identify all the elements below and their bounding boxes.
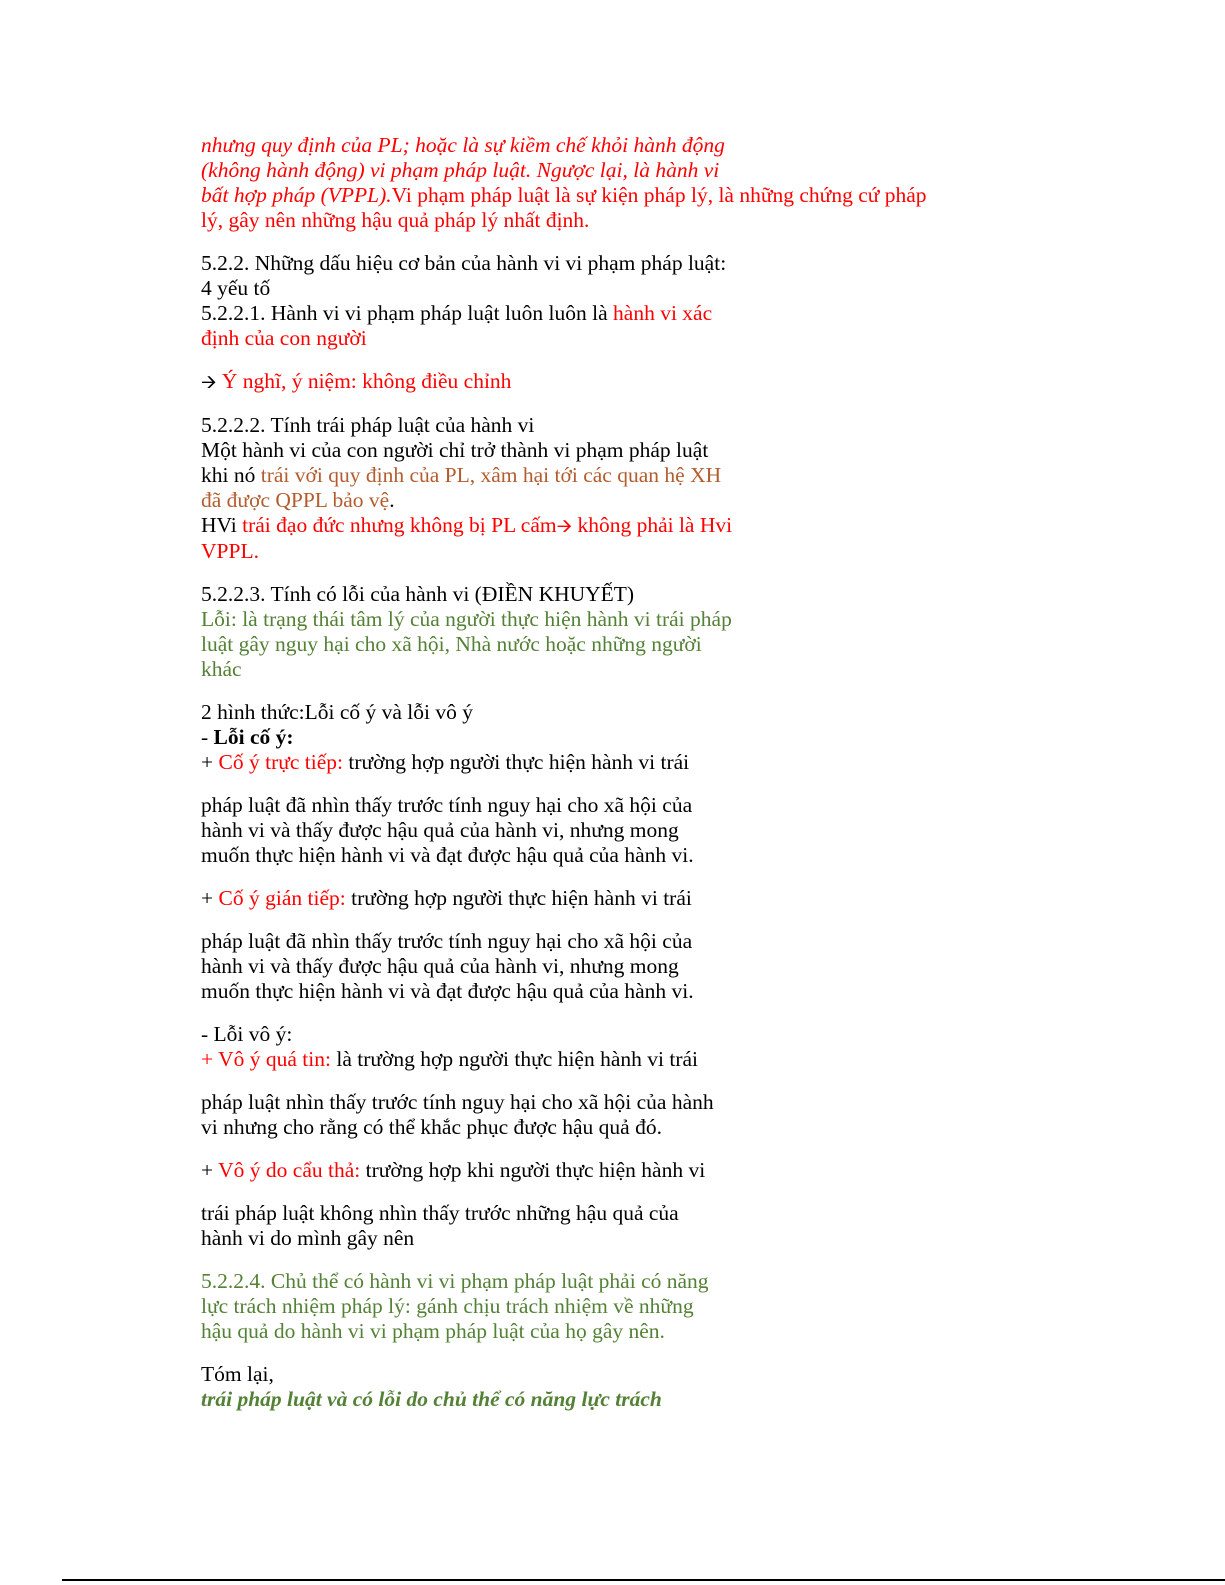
section-5-2-2-3-heading: 5.2.2.3. Tính có lỗi của hành vi (ĐIỀN KHUYẾT) bbox=[201, 582, 635, 606]
overconfidence-line bbox=[201, 1047, 991, 1072]
fault-definition-line-1: Lỗi: là trạng thái tâm lý của người thực hiện hành vi trái pháp bbox=[201, 607, 732, 631]
overconfidence-paragraph bbox=[201, 1090, 991, 1140]
indirect-intent-line-2: hành vi và thấy được hậu quả của hành vi, nhưng mong bbox=[201, 954, 679, 978]
indirect-intent-label: Cố ý gián tiếp: bbox=[218, 886, 346, 910]
section-5-2-2-1-line-1 bbox=[201, 301, 991, 326]
section-5-2-2-heading: 5.2.2. Những dấu hiệu cơ bản của hành vi vi phạm pháp luật: bbox=[201, 251, 727, 275]
right-arrow-icon: 🡪 bbox=[556, 515, 573, 537]
indirect-intent-line bbox=[201, 886, 991, 911]
careless-fault-label: - Lỗi vô ý: bbox=[201, 1022, 293, 1046]
overconfidence-rest: là trường hợp người thực hiện hành vi trái bbox=[330, 1047, 698, 1071]
section-5-2-2-2-line-2 bbox=[201, 463, 991, 488]
intro-line-3-rest: Vi phạm pháp luật là sự kiện pháp lý, là những chứng cứ pháp bbox=[391, 183, 927, 207]
direct-intent-label: Cố ý trực tiếp: bbox=[218, 750, 344, 774]
section-5-2-2-4-line-1: 5.2.2.4. Chủ thể có hành vi vi phạm pháp luật phải có năng bbox=[201, 1269, 709, 1293]
fault-definition-line-3: khác bbox=[201, 657, 242, 681]
intentional-fault-label bbox=[201, 725, 991, 750]
section-5-2-2-2-line-1: Một hành vi của con người chỉ trở thành vi phạm pháp luật bbox=[201, 438, 709, 462]
section-5-2-2-2-line-2-brown: trái với quy định của PL, xâm hại tới các quan hệ XH bbox=[260, 463, 722, 487]
section-5-2-2-2-heading: 5.2.2.2. Tính trái pháp luật của hành vi bbox=[201, 413, 535, 437]
fault-definition-line-2: luật gây nguy hại cho xã hội, Nhà nước hoặc những người bbox=[201, 632, 702, 656]
indirect-intent-line-1: pháp luật đã nhìn thấy trước tính nguy hại cho xã hội của bbox=[201, 929, 693, 953]
negligence-plus: + bbox=[201, 1158, 219, 1182]
section-5-2-2-2-line-3-end: . bbox=[389, 488, 395, 512]
direct-intent-plus: + bbox=[201, 750, 219, 774]
intro-line-3-italic: bất hợp pháp (VPPL). bbox=[201, 183, 392, 207]
direct-intent-rest: trường hợp người thực hiện hành vi trái bbox=[343, 750, 690, 774]
direct-intent-paragraph bbox=[201, 793, 991, 868]
indirect-intent-line-3: muốn thực hiện hành vi và đạt được hậu quả của hành vi. bbox=[201, 979, 694, 1003]
intro-line-4: lý, gây nên những hậu quả pháp lý nhất định. bbox=[201, 208, 590, 232]
section-5-2-2-2-line-4-red-2: không phải là Hvi bbox=[572, 513, 733, 537]
negligence-paragraph bbox=[201, 1201, 991, 1251]
direct-intent-line-3: muốn thực hiện hành vi và đạt được hậu quả của hành vi. bbox=[201, 843, 694, 867]
section-5-2-2 bbox=[201, 251, 991, 351]
intentional-fault-dash: - bbox=[201, 725, 214, 749]
section-5-2-2-4-line-2: lực trách nhiệm pháp lý: gánh chịu trách nhiệm về những bbox=[201, 1294, 694, 1318]
indirect-intent-plus: + bbox=[201, 886, 219, 910]
fault-forms-heading: 2 hình thức:Lỗi cố ý và lỗi vô ý bbox=[201, 700, 474, 724]
summary bbox=[201, 1362, 991, 1412]
careless-fault bbox=[201, 1022, 991, 1072]
overconfidence-line-2: vi nhưng cho rằng có thể khắc phục được hậu quả đó. bbox=[201, 1115, 662, 1139]
overconfidence-label: + Vô ý quá tin: bbox=[201, 1047, 331, 1071]
negligence-line-2: hành vi do mình gây nên bbox=[201, 1226, 415, 1250]
section-5-2-2-1-line-2: định của con người bbox=[201, 326, 367, 350]
negligence-label: Vô ý do cẩu thả: bbox=[218, 1158, 361, 1182]
section-5-2-2-1-red-1: hành vi xác bbox=[613, 301, 713, 325]
section-5-2-2-2-line-5: VPPL. bbox=[201, 539, 259, 563]
section-5-2-2-1-text: 5.2.2.1. Hành vi vi phạm pháp luật luôn luôn là bbox=[201, 301, 614, 325]
fault-forms bbox=[201, 700, 991, 775]
intro-paragraph bbox=[201, 133, 991, 233]
negligence-line bbox=[201, 1158, 991, 1183]
intro-line-2: (không hành động) vi phạm pháp luật. Ngược lại, là hành vi bbox=[201, 158, 720, 182]
page-bottom-rule bbox=[62, 1579, 1225, 1581]
section-5-2-2-2 bbox=[201, 413, 991, 564]
indirect-intent-paragraph bbox=[201, 929, 991, 1004]
direct-intent-line-2: hành vi và thấy được hậu quả của hành vi, nhưng mong bbox=[201, 818, 679, 842]
section-5-2-2-2-line-2-start: khi nó bbox=[201, 463, 261, 487]
section-5-2-2-2-line-3-brown: đã được QPPL bảo vệ bbox=[201, 488, 390, 512]
intentional-fault-title: Lỗi cố ý: bbox=[213, 725, 294, 749]
section-5-2-2-4 bbox=[201, 1269, 991, 1344]
document-page bbox=[201, 133, 991, 1412]
thought-note bbox=[201, 369, 991, 395]
intro-line-1: nhưng quy định của PL; hoặc là sự kiềm chế khỏi hành động bbox=[201, 133, 725, 157]
negligence-rest: trường hợp khi người thực hiện hành vi bbox=[360, 1158, 706, 1182]
thought-note-text: Ý nghĩ, ý niệm: không điều chỉnh bbox=[216, 369, 512, 393]
summary-label: Tóm lại, bbox=[201, 1362, 274, 1386]
section-5-2-2-2-line-4 bbox=[201, 513, 991, 539]
section-5-2-2-count: 4 yếu tố bbox=[201, 276, 271, 300]
section-5-2-2-2-line-3 bbox=[201, 488, 991, 513]
section-5-2-2-4-line-3: hậu quả do hành vi vi phạm pháp luật của họ gây nên. bbox=[201, 1319, 665, 1343]
section-5-2-2-2-line-4-red: trái đạo đức nhưng không bị PL cấm bbox=[242, 513, 557, 537]
indirect-intent-rest: trường hợp người thực hiện hành vi trái bbox=[345, 886, 692, 910]
intro-line-3 bbox=[201, 183, 991, 208]
direct-intent-line-1: pháp luật đã nhìn thấy trước tính nguy hại cho xã hội của bbox=[201, 793, 693, 817]
summary-line-1: trái pháp luật và có lỗi do chủ thể có năng lực trách bbox=[201, 1387, 662, 1411]
negligence-line-1: trái pháp luật không nhìn thấy trước những hậu quả của bbox=[201, 1201, 679, 1225]
section-5-2-2-3 bbox=[201, 582, 991, 682]
direct-intent-line bbox=[201, 750, 991, 775]
section-5-2-2-2-line-4-start: HVi bbox=[201, 513, 243, 537]
right-arrow-icon: 🡪 bbox=[201, 371, 217, 393]
overconfidence-line-1: pháp luật nhìn thấy trước tính nguy hại cho xã hội của hành bbox=[201, 1090, 714, 1114]
